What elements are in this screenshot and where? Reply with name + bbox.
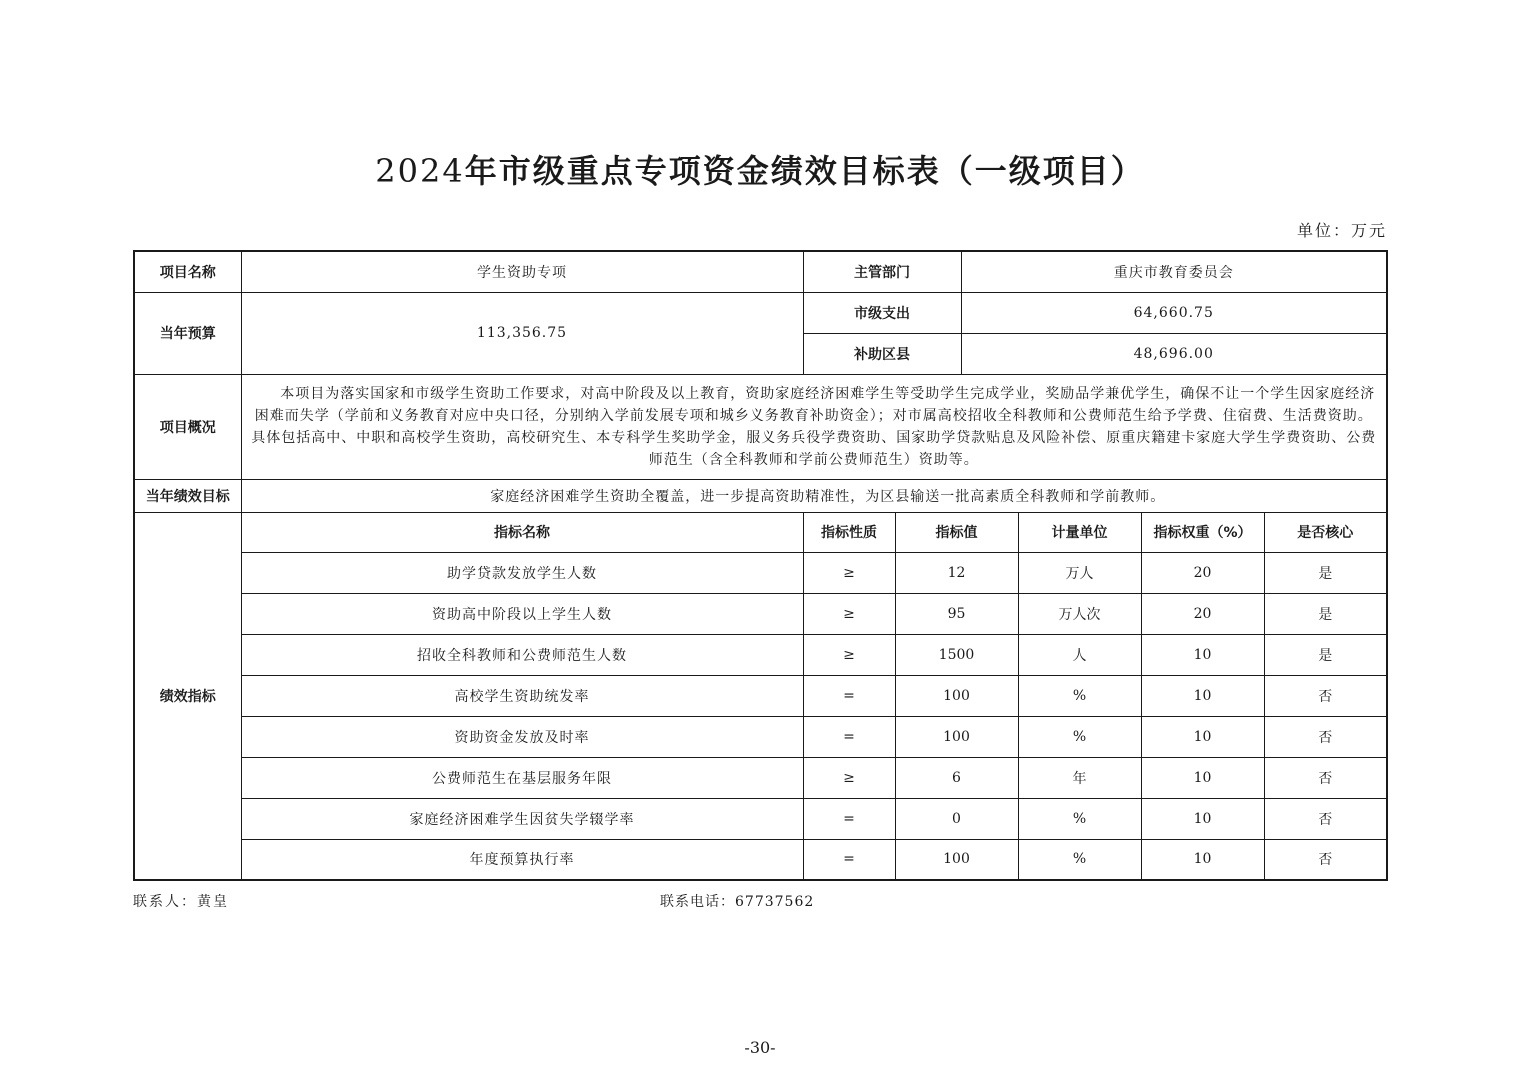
row-indicator-headers	[134, 512, 1387, 552]
indicator-nature: ≥	[803, 552, 895, 593]
indicator-name: 招收全科教师和公费师范生人数	[241, 634, 803, 675]
indicator-core: 否	[1264, 798, 1387, 839]
indicator-core: 否	[1264, 675, 1387, 716]
indicator-unit: 年	[1018, 757, 1141, 798]
table-row	[134, 839, 1387, 880]
indicator-weight: 10	[1141, 839, 1264, 880]
row-goal	[134, 479, 1387, 512]
dept-value: 重庆市教育委员会	[961, 251, 1387, 292]
row-project-name	[134, 251, 1387, 292]
header-indicator-name: 指标名称	[241, 512, 803, 552]
indicator-value: 6	[895, 757, 1018, 798]
indicator-value: 95	[895, 593, 1018, 634]
header-indicator-nature: 指标性质	[803, 512, 895, 552]
indicator-name: 公费师范生在基层服务年限	[241, 757, 803, 798]
title-main: 年市级重点专项资金绩效目标表（一级项目）	[464, 152, 1145, 190]
goal-text: 家庭经济困难学生资助全覆盖，进一步提高资助精准性，为区县输送一批高素质全科教师和学前教师。	[241, 479, 1387, 512]
header-core: 是否核心	[1264, 512, 1387, 552]
indicator-value: 1500	[895, 634, 1018, 675]
page-title	[0, 146, 1520, 192]
indicator-label: 绩效指标	[134, 512, 241, 880]
indicator-unit: 万人	[1018, 552, 1141, 593]
table-row	[134, 716, 1387, 757]
indicator-value: 100	[895, 839, 1018, 880]
indicator-value: 12	[895, 552, 1018, 593]
table-row	[134, 552, 1387, 593]
performance-table	[133, 250, 1388, 881]
table-row	[134, 675, 1387, 716]
indicator-unit: %	[1018, 716, 1141, 757]
page-number: -30-	[744, 1038, 776, 1057]
indicator-unit: %	[1018, 798, 1141, 839]
indicator-nature: =	[803, 675, 895, 716]
indicator-nature: ≥	[803, 593, 895, 634]
overview-label: 项目概况	[134, 374, 241, 479]
indicator-core: 否	[1264, 839, 1387, 880]
indicator-value: 100	[895, 675, 1018, 716]
header-unit: 计量单位	[1018, 512, 1141, 552]
indicator-weight: 10	[1141, 634, 1264, 675]
indicator-weight: 10	[1141, 716, 1264, 757]
indicator-name: 家庭经济困难学生因贫失学辍学率	[241, 798, 803, 839]
indicator-nature: ≥	[803, 757, 895, 798]
project-name-label: 项目名称	[134, 251, 241, 292]
indicator-core: 否	[1264, 716, 1387, 757]
indicator-unit: 人	[1018, 634, 1141, 675]
indicator-value: 0	[895, 798, 1018, 839]
indicator-core: 是	[1264, 634, 1387, 675]
budget-label: 当年预算	[134, 292, 241, 374]
indicator-value: 100	[895, 716, 1018, 757]
project-name-value: 学生资助专项	[241, 251, 803, 292]
county-subsidy-label: 补助区县	[803, 333, 961, 374]
indicator-core: 否	[1264, 757, 1387, 798]
indicator-nature: =	[803, 839, 895, 880]
indicator-core: 是	[1264, 552, 1387, 593]
indicator-name: 资助资金发放及时率	[241, 716, 803, 757]
county-subsidy-value: 48,696.00	[961, 333, 1387, 374]
city-expense-value: 64,660.75	[961, 292, 1387, 333]
table-row	[134, 593, 1387, 634]
indicator-weight: 10	[1141, 757, 1264, 798]
table-row	[134, 798, 1387, 839]
city-expense-label: 市级支出	[803, 292, 961, 333]
indicator-name: 助学贷款发放学生人数	[241, 552, 803, 593]
contact-person: 联系人：黄皇	[133, 894, 229, 910]
row-budget	[134, 292, 1387, 333]
indicator-nature: =	[803, 716, 895, 757]
indicator-name: 资助高中阶段以上学生人数	[241, 593, 803, 634]
overview-text: 本项目为落实国家和市级学生资助工作要求，对高中阶段及以上教育，资助家庭经济困难学生等受助学生完成学业，奖励品学兼优学生，确保不让一个学生因家庭经济困难而失学（学前和义务教育对应中央口径，分别纳入学前发展专项和城乡义务教育补助资金）；对市属高校招收全科教师和公费师范生给予学费、住宿费、生活费资助。具体包括高中、中职和高校学生资助，高校研究生、本专科学生奖助学金，服义务兵役学费资助、国家助学贷款贴息及风险补偿、原重庆籍建卡家庭大学生学费资助、公费师范生（含全科教师和学前公费师范生）资助等。	[241, 374, 1387, 479]
title-year: 2024	[375, 152, 465, 190]
table-row	[134, 634, 1387, 675]
unit-label: 单位：万元	[1296, 221, 1387, 240]
indicator-weight: 20	[1141, 552, 1264, 593]
indicator-weight: 20	[1141, 593, 1264, 634]
table-row	[134, 757, 1387, 798]
indicator-weight: 10	[1141, 798, 1264, 839]
indicator-name: 年度预算执行率	[241, 839, 803, 880]
indicator-unit: %	[1018, 839, 1141, 880]
indicator-weight: 10	[1141, 675, 1264, 716]
budget-value: 113,356.75	[241, 292, 803, 374]
row-overview	[134, 374, 1387, 479]
contact-phone: 联系电话：67737562	[660, 894, 815, 910]
goal-label: 当年绩效目标	[134, 479, 241, 512]
indicator-unit: 万人次	[1018, 593, 1141, 634]
indicator-core: 是	[1264, 593, 1387, 634]
dept-label: 主管部门	[803, 251, 961, 292]
indicator-nature: ≥	[803, 634, 895, 675]
header-indicator-value: 指标值	[895, 512, 1018, 552]
indicator-unit: %	[1018, 675, 1141, 716]
indicator-nature: =	[803, 798, 895, 839]
header-weight: 指标权重（%）	[1141, 512, 1264, 552]
indicator-name: 高校学生资助统发率	[241, 675, 803, 716]
